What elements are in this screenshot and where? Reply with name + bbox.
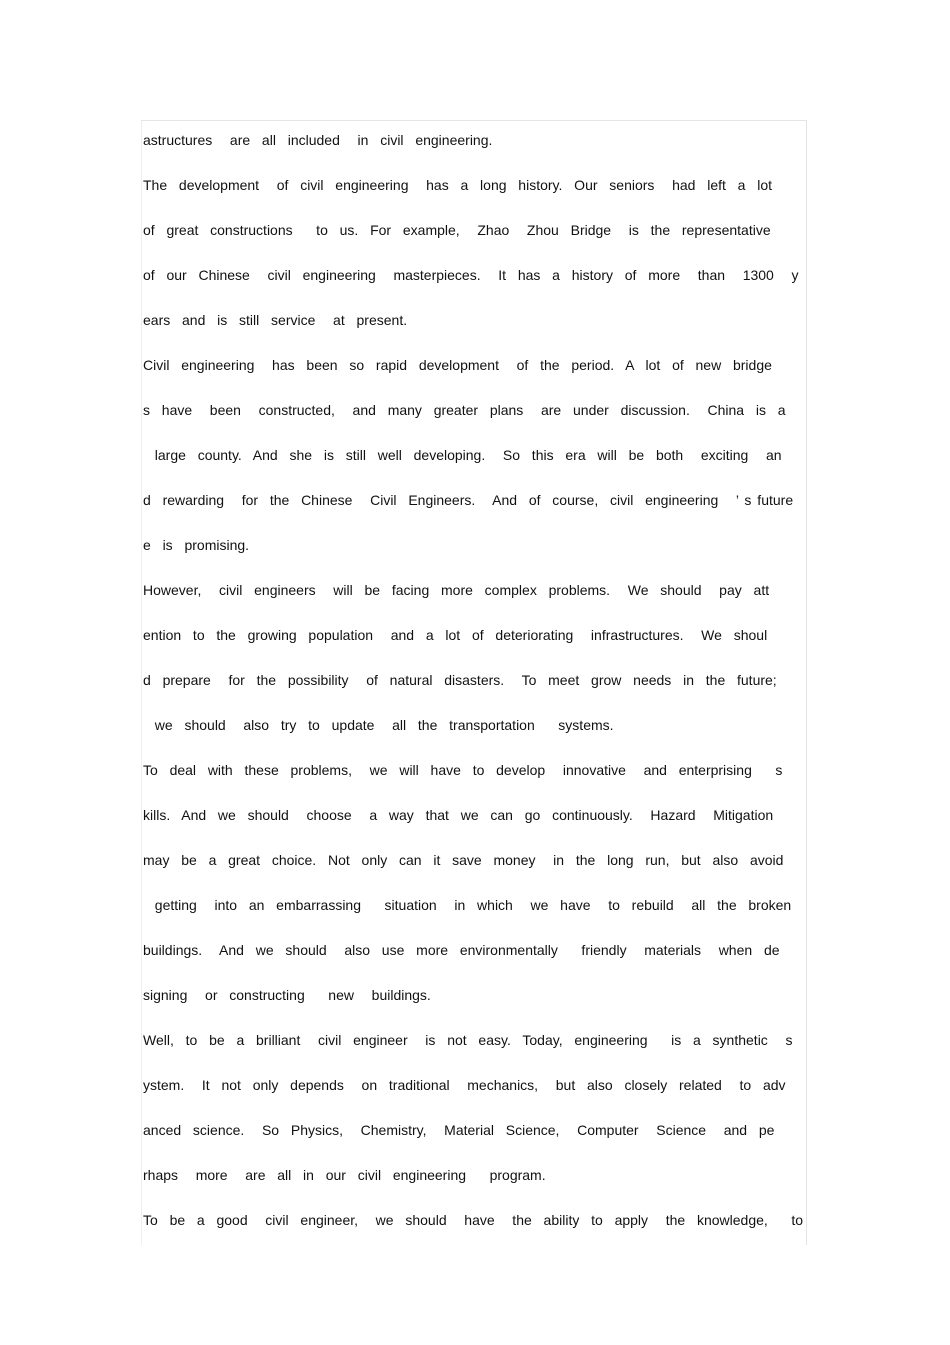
body-text-line: Well, to be a brilliant civil engineer is not easy. Today, engineering is a synthetic s xyxy=(143,1032,793,1048)
body-text-line: rhaps more are all in our civil engineering program. xyxy=(143,1167,546,1183)
body-text-line: The development of civil engineering has a long history. Our seniors had left a lot xyxy=(143,177,773,193)
body-text-line: astructures are all included in civil engineering. xyxy=(143,132,493,148)
body-text-line: we should also try to update all the transportation systems. xyxy=(143,717,614,733)
body-text-line: ears and is still service at present. xyxy=(143,312,408,328)
body-text-line: of great constructions to us. For example, Zhao Zhou Bridge is the representative xyxy=(143,222,771,238)
body-text-line: ention to the growing population and a lot of deteriorating infrastructures. We shoul xyxy=(143,627,768,643)
body-text-line: large county. And she is still well developing. So this era will be both exciting an xyxy=(143,447,782,463)
body-text-line: d prepare for the possibility of natural disasters. To meet grow needs in the future; xyxy=(143,672,777,688)
body-text-line: may be a great choice. Not only can it save money in the long run, but also avoid xyxy=(143,852,784,868)
body-text-line: To deal with these problems, we will have to develop innovative and enterprising s xyxy=(143,762,783,778)
body-text-line: buildings. And we should also use more environmentally friendly materials when de xyxy=(143,942,780,958)
body-text-line: d rewarding for the Chinese Civil Engineers. And of course, civil engineering ’ s future xyxy=(143,492,794,508)
body-text-line: To be a good civil engineer, we should have the ability to apply the knowledge, to xyxy=(143,1212,803,1228)
body-text-line: Civil engineering has been so rapid development of the period. A lot of new bridge xyxy=(143,357,772,373)
body-text-line: anced science. So Physics, Chemistry, Material Science, Computer Science and pe xyxy=(143,1122,775,1138)
body-text-line: s have been constructed, and many greater plans are under discussion. China is a xyxy=(143,402,786,418)
body-text-line: ystem. It not only depends on traditional mechanics, but also closely related to adv xyxy=(143,1077,786,1093)
body-text-line: kills. And we should choose a way that we can go continuously. Hazard Mitigation xyxy=(143,807,774,823)
body-text-line: getting into an embarrassing situation in which we have to rebuild all the broken xyxy=(143,897,792,913)
body-text-line: of our Chinese civil engineering masterpieces. It has a history of more than 1300 y xyxy=(143,267,799,283)
body-text-line: e is promising. xyxy=(143,537,250,553)
body-text-line: However, civil engineers will be facing more complex problems. We should pay att xyxy=(143,582,770,598)
body-text-line: signing or constructing new buildings. xyxy=(143,987,431,1003)
